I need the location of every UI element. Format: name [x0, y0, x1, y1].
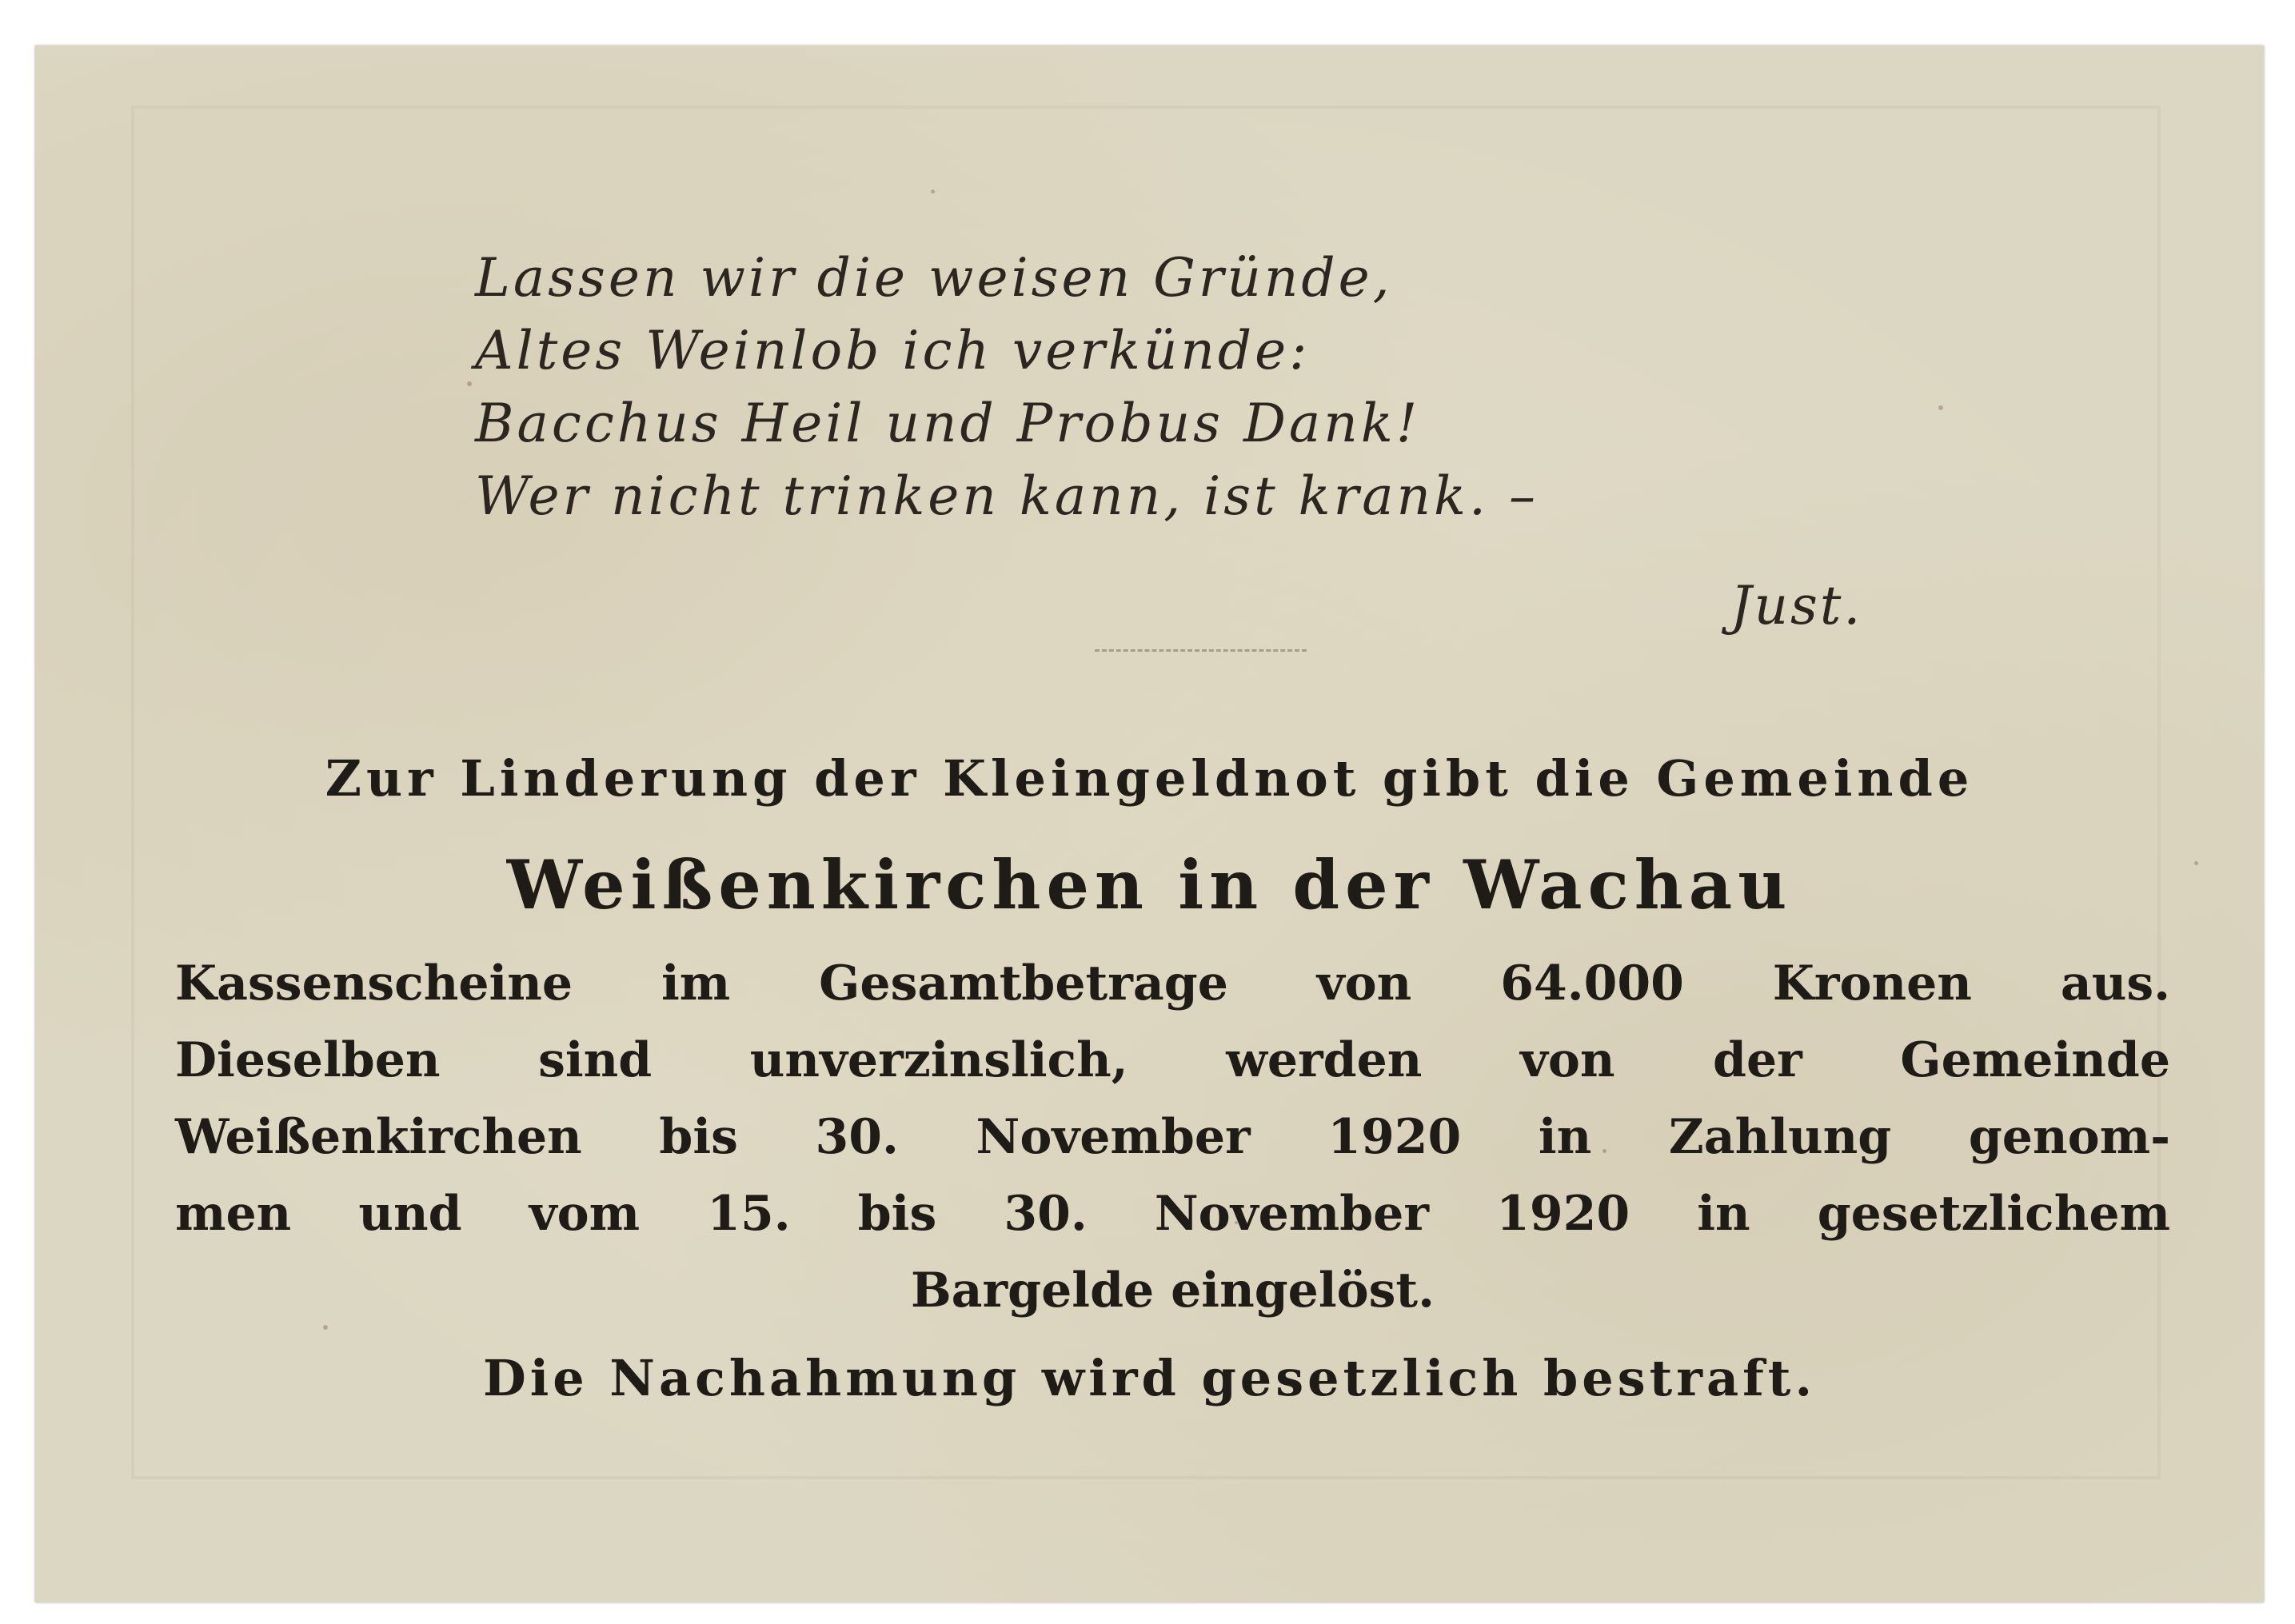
notice-intro: Zur Linderung der Kleingeldnot gibt die Gemeinde — [325, 749, 1974, 808]
separator-line — [1095, 649, 1307, 652]
paragraph-line-1: Kassenscheine im Gesamtbetrage von 64.000 Kronen aus. — [175, 956, 2170, 1012]
paper-fiber — [1938, 405, 1943, 410]
poem-line-2: Altes Weinlob ich verkünde: — [475, 320, 1311, 381]
poem — [475, 241, 1674, 533]
paper-fiber — [1235, 1221, 1238, 1224]
paper-fiber — [467, 381, 472, 386]
notice-paragraph — [175, 945, 2170, 1329]
poem-line-4: Wer nicht trinken kann, ist krank. – — [475, 465, 1539, 527]
poem-line-3: Bacchus Heil und Probus Dank! — [475, 393, 1421, 454]
poem-line-1: Lassen wir die weisen Gründe, — [475, 247, 1393, 309]
paragraph-line-2: Dieselben sind unverzinslich, werden von der Gemeinde — [175, 1032, 2170, 1088]
banknote-reverse — [35, 46, 2264, 1602]
paragraph-line-5: Bargelde eingelöst. — [910, 1263, 1435, 1319]
notice-place-title: Weißenkirchen in der Wachau — [506, 845, 1793, 924]
poem-author: Just. — [1730, 575, 1863, 636]
paragraph-line-3: Weißenkirchen bis 30. November 1920 in Zahlung genom- — [175, 1109, 2170, 1165]
paper-fiber — [323, 1325, 328, 1330]
paragraph-line-4: men und vom 15. bis 30. November 1920 in gesetzlichem — [175, 1186, 2170, 1242]
counterfeit-warning: Die Nachahmung wird gesetzlich bestraft. — [482, 1349, 1817, 1407]
paper-fiber — [931, 190, 935, 194]
paper-fiber — [2194, 861, 2198, 865]
paper-fiber — [1603, 1149, 1606, 1153]
